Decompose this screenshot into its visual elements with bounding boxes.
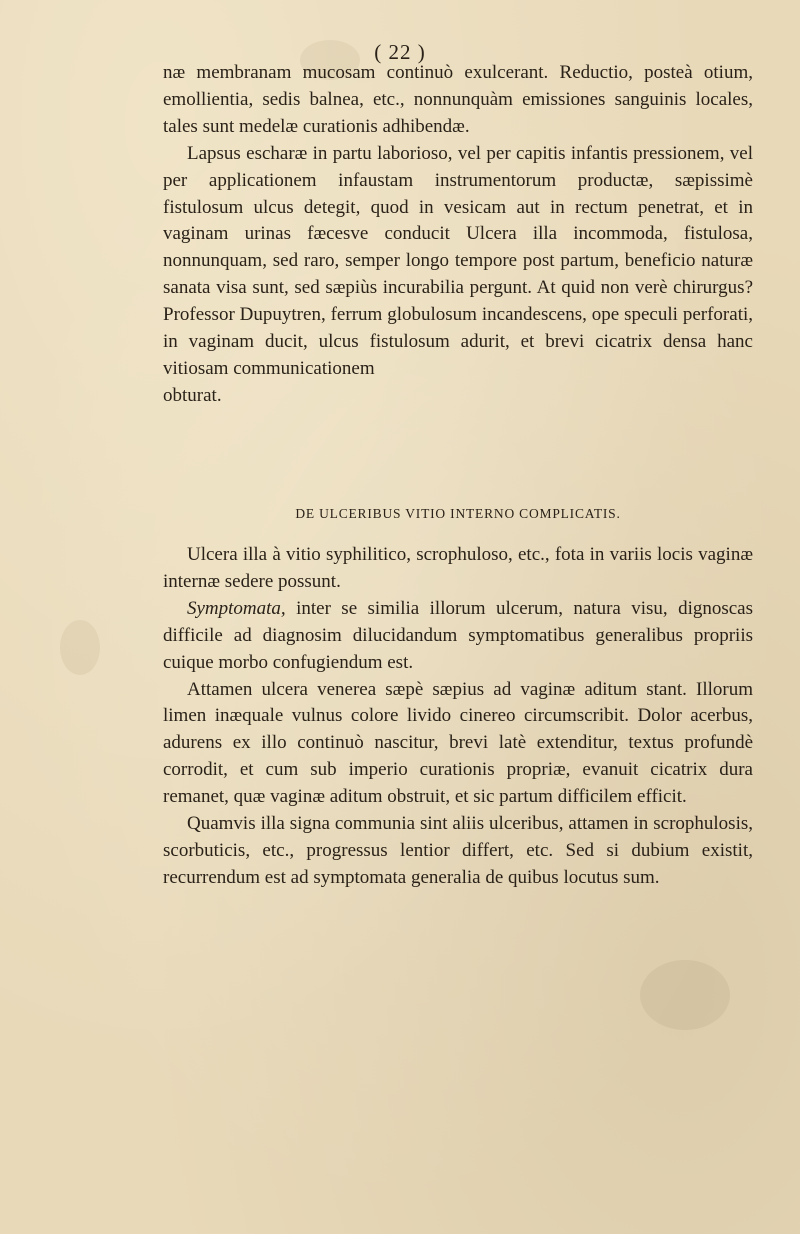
body-text-upper — [163, 60, 753, 410]
paragraph: næ membranam mucosam continuò exulcerant. Reductio, posteà otium, emollientia, sedis balnea, etc., nonnunquàm emissiones sanguinis locales, tales sunt medelæ curationis adhibendæ. — [163, 62, 753, 137]
paragraph-end: obturat. — [163, 384, 222, 406]
paragraph-text: Lapsus escharæ in partu laborioso, vel per capitis infantis pressionem, vel per applicationem infaustam instrumentorum productæ, sæpissimè fistulosum ulcus detegit, quod in vesicam aut in rectum penetrat, et in vaginam urinas fæcesve conducit Ulcera illa incommoda, fistulosa, nonnunquam, sed raro, semper longo tempore post partum, beneficio naturæ sanata visa sunt, sed sæpiùs incurabilia pergunt. At quid non verè chirurgus? Professor Dupuytren, ferrum globulosum incandescens, ope speculi perforati, in vaginam ducit, ulcus fistulosum adurit, et brevi cicatrix densa hanc vitiosam communicationem — [163, 142, 753, 379]
italic-term: Symptomata, — [187, 597, 286, 619]
paragraph: Attamen ulcera venerea sæpè sæpius ad vaginæ aditum stant. Illorum limen inæquale vulnus colore livido cinereo circumscribit. Dolor acerbus, adurens ex illo continuò nascitur, brevi latè extenditur, textus profundè corrodit, et cum sub imperio curationis propriæ, evanuit cicatrix dura remanet, quæ vaginæ aditum obstruit, et sic partum difficilem efficit. — [163, 678, 753, 808]
page-number: ( 22 ) — [374, 40, 426, 64]
body-text-lower — [163, 542, 753, 892]
paragraph — [163, 141, 753, 410]
paragraph: Ulcera illa à vitio syphilitico, scrophuloso, etc., fota in variis locis vaginæ internæ sedere possunt. — [163, 544, 753, 592]
paragraph: Quamvis illa signa communia sint aliis ulceribus, attamen in scrophulosis, scorbuticis, etc., progressus lentior differt, etc. Sed si dubium existit, recurrendum est ad symptomata generalia de quibus locutus sum. — [163, 813, 753, 888]
section-heading: DE ULCERIBUS VITIO INTERNO COMPLICATIS. — [295, 506, 621, 521]
paper-stain — [640, 960, 730, 1030]
paragraph — [163, 596, 753, 677]
paragraph-text: inter se similia illorum ulcerum, natura visu, dignoscas difficile ad diagnosim dilucidandum symptomatibus generalibus propriis cuique morbo confugiendum est. — [163, 597, 753, 673]
paper-stain — [60, 620, 100, 675]
